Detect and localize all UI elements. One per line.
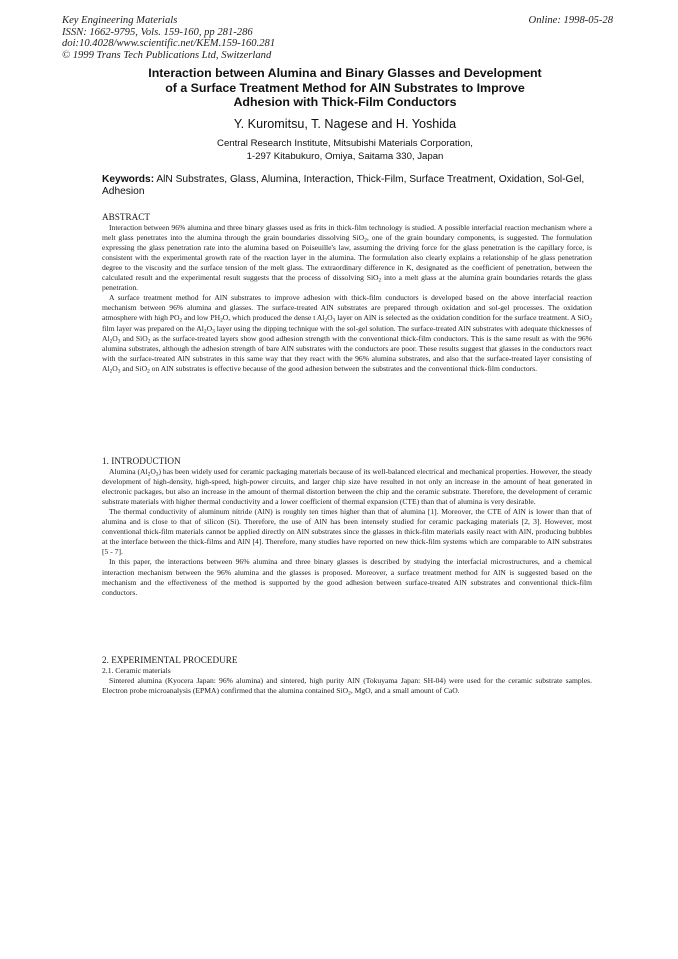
introduction-paragraph <box>102 467 592 507</box>
subscript: 2 <box>589 317 593 324</box>
title-line: of a Surface Treatment Method for AlN Substrates to Improve <box>165 80 525 95</box>
subscript: 3 <box>117 338 121 345</box>
abstract-heading: ABSTRACT <box>102 212 150 222</box>
paper-title <box>80 66 610 110</box>
text-run: A surface treatment method for AlN substrates to improve adhesion with thick-film conductors is developed based on the above interfacial reaction mechanism between 96% alumina and glasses. The surface-treated AlN substrates are prepared through oxidation and sol-gel processes. The oxidation atmosphere with high PO <box>102 293 592 323</box>
affiliation-line: 1-297 Kitabukuro, Omiya, Saitama 330, Japan <box>246 150 444 162</box>
subscript: 2 <box>109 338 113 345</box>
subscript: 2 <box>324 317 328 324</box>
subscript: 3 <box>117 368 121 375</box>
text-run: and SiO <box>120 333 148 343</box>
subscript: 2 <box>378 277 382 284</box>
affiliation-line: Central Research Institute, Mitsubishi Materials Corporation, <box>217 138 473 149</box>
experimental-heading: 2. EXPERIMENTAL PROCEDURE <box>102 655 238 665</box>
text-run: and SiO <box>120 363 148 373</box>
journal-name: Key Engineering Materials <box>62 15 178 26</box>
text-run: O <box>112 363 118 373</box>
affiliation <box>80 138 610 163</box>
subscript: 2 <box>203 328 207 335</box>
introduction-heading: 1. INTRODUCTION <box>102 456 181 466</box>
text-run: as the surface-treated layers show good adhesion strength with the conventional thick-film conductors. This is the same result as with the 96% alumina substrates, although the adhesion strength of bare AlN substrates with the conductors are poor. These results suggest that glasses in the conductors react with the surface-treated AlN substrates in this same way that they react with the 96% alumina substrates, and also that the surface-treated layer consisting of Al <box>102 333 593 373</box>
text-run: ) has been widely used for ceramic packaging materials because of its well-balanced electrical and mechanical properties. However, the steady development of high-density, high-speed, high-power circuits, and larger chip size have resulted in not only an increase in the amount of heat generated in electronic packages, but also an increase in the amount of thermal distortion between the chip and the ceramic substrate. Therefore, the development of ceramic substrate materials with higher thermal conductivity and a lower coefficient of thermal expansion (CTE) than that of alumina is very desirable. <box>102 466 592 506</box>
subscript: 2 <box>147 338 151 345</box>
text-run: and low PH <box>182 313 221 323</box>
subscript: 2 <box>147 471 151 478</box>
online-date: Online: 1998-05-28 <box>528 15 613 26</box>
text-run: layer on AlN is selected as the oxidation condition for the surface treatment. A SiO <box>335 313 590 323</box>
text-run: , one of the grain boundary components, is suggested. The formulation expressing the glass penetration rate into the alumina based on Poiseuille's law, assuming the driving force for the glass penetration is the capillary force, is consistent with the experimental growth rate of the reaction layer in the alumina. The formulation also clearly explains a relationship of he glass penetration degree to the viscosity and the surface tension of the melt glass. The extraordinary difference in K, designated as the coefficient of penetration, between the calculated result and the experimental result suggests that the process of dissolving SiO <box>102 232 593 283</box>
text-run: Interaction between 96% alumina and three binary glasses used as frits in thick-film technology is studied. A possible interfacial reaction mechanism where a melt glass penetrates into the alumina through the grain boundaries dissolving SiO <box>102 222 592 242</box>
journal-header <box>62 15 482 61</box>
text-run: film layer was prepared on the Al <box>102 323 204 333</box>
keywords-label: Keywords: <box>102 174 155 185</box>
authors: Y. Kuromitsu, T. Nagese and H. Yoshida <box>233 117 457 131</box>
text-run: , MgO, and a small amount of CaO. <box>350 685 460 695</box>
subscript: 2 <box>179 317 183 324</box>
subscript: 2 <box>364 237 367 244</box>
experimental-section <box>102 655 592 696</box>
title-line: Interaction between Alumina and Binary Glasses and Development <box>148 66 542 80</box>
copyright-line: © 1999 Trans Tech Publications Ltd, Switzerland <box>62 49 272 61</box>
doi-line: doi:10.4028/www.scientific.net/KEM.159-160.281 <box>62 38 276 50</box>
subscript: 2 <box>147 368 150 375</box>
abstract-paragraph <box>102 223 592 294</box>
experimental-subheading: 2.1. Ceramic materials <box>102 665 171 675</box>
text-run: layer using the dipping technique with the sol-gel solution. The surface-treated AlN substrates with adequate thicknesses of Al <box>102 323 592 343</box>
text-run: O <box>150 466 156 476</box>
text-run: O, which produced the dense t Al <box>222 313 325 323</box>
introduction-section <box>102 456 592 598</box>
title-line: Adhesion with Thick-Film Conductors <box>233 95 457 110</box>
subscript: 2 <box>220 317 223 324</box>
text-run: O <box>327 313 333 323</box>
issn-line: ISSN: 1662-9795, Vols. 159-160, pp 281-286 <box>62 26 253 38</box>
keywords <box>102 174 590 198</box>
text-run: into a melt glass at the alumina grain boundaries retards the glass penetration. <box>102 273 592 293</box>
subscript: 2 <box>348 690 351 697</box>
keywords-text: AlN Substrates, Glass, Alumina, Interaction, Thick-Film, Surface Treatment, Oxidation, Sol-Gel, Adhesion <box>102 174 585 197</box>
subscript: 3 <box>332 317 336 324</box>
subscript: 3 <box>212 328 215 335</box>
text-run: Alumina (Al <box>109 466 148 476</box>
subscript: 2 <box>109 368 113 375</box>
text-run: on AlN substrates is effective because of the good adhesion between the substrates and the conventional thick-film conductors. <box>149 363 538 373</box>
abstract-paragraph <box>102 293 592 374</box>
introduction-paragraph: In this paper, the interactions between 96% alumina and three binary glasses is described by studying the interfacial microstructures, and a chemical interaction mechanism between the 96% alumina and the glasses is proposed. Moreover, a surface treatment method for AlN is suggested based on the mechanism and the effectiveness of the method is supported by the good adhesion between surface-treated AlN substrates and conventional thick-film conductors. <box>102 557 592 597</box>
subscript: 3 <box>155 471 159 478</box>
text-run: O <box>206 323 213 333</box>
introduction-paragraph: The thermal conductivity of aluminum nitride (AlN) is roughly ten times higher than that of alumina [1]. Moreover, the CTE of AlN is lower than that of alumina and is close to that of silicon (Si). Therefore, the use of AlN has been intensely studied for ceramic packaging materials [2, 3]. However, most conventional thick-film materials cannot be applied directly on AlN substrates since the glasses in thick-film materials easily react with AlN, producing bubbles at the interface between the thick-films and AlN [4]. Therefore, many studies have reported on new thick-film systems which are comparable to AlN substrates [5 - 7]. <box>102 506 592 557</box>
experimental-paragraph <box>102 676 592 696</box>
text-run: O <box>112 333 118 343</box>
abstract-section <box>102 212 592 374</box>
text-run: Sintered alumina (Kyocera Japan: 96% alumina) and sintered, high purity AlN (Tokuyama Japan: SH-04) were used for the ceramic substrate samples. Electron probe microanalysis (EPMA) confirmed that the alumina contained SiO <box>102 675 592 695</box>
